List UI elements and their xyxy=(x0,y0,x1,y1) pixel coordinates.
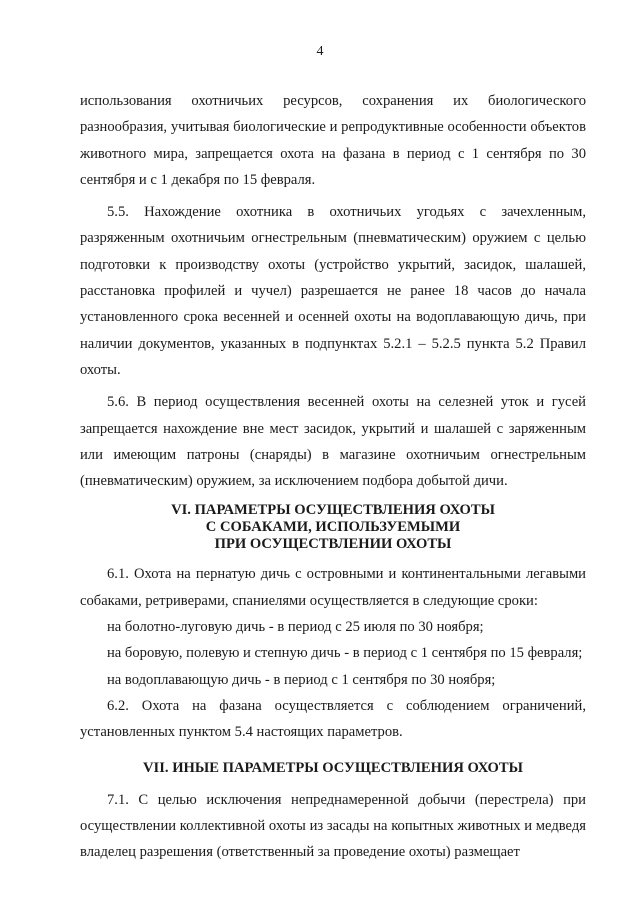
section-heading-6 xyxy=(80,502,586,553)
section-heading-7: VII. ИНЫЕ ПАРАМЕТРЫ ОСУЩЕСТВЛЕНИЯ ОХОТЫ xyxy=(143,759,523,776)
section-heading-6-line-1: VI. ПАРАМЕТРЫ ОСУЩЕСТВЛЕНИЯ ОХОТЫ xyxy=(171,502,495,519)
paragraph-continued: использования охотничьих ресурсов, сохранения их биологического разнообразия, учитывая биологические и репродуктивные особенности объектов животного мира, запрещается охота на фазана в период с 1 сентября по 30 сентября и с 1 декабря по 15 февраля. xyxy=(80,93,586,188)
paragraph-6-2: 6.2. Охота на фазана осуществляется с соблюдением ограничений, установленных пунктом 5.4 настоящих параметров. xyxy=(80,697,586,741)
list-item-upland-game: на боровую, полевую и степную дичь - в период с 1 сентября по 15 февраля; xyxy=(107,645,583,662)
page-number: 4 xyxy=(316,44,324,59)
paragraph-5-6: 5.6. В период осуществления весенней охоты на селезней уток и гусей запрещается нахождение вне мест засидок, укрытий и шалашей с заряженным или имеющим патроны (снаряды) в магазине охотничьим огнестрельным (пневматическим) оружием, за исключением подбора добытой дичи. xyxy=(80,394,586,490)
section-heading-6-line-3: ПРИ ОСУЩЕСТВЛЕНИИ ОХОТЫ xyxy=(214,536,452,553)
paragraph-6-1: 6.1. Охота на пернатую дичь с островными и континентальными легавыми собаками, ретриверами, спаниелями осуществляется в следующие сроки: xyxy=(80,566,586,609)
list-item-marsh-game: на болотно-луговую дичь - в период с 25 июля по 30 ноября; xyxy=(107,619,484,636)
document-body xyxy=(80,88,586,865)
list-item-waterfowl: на водоплавающую дичь - в период с 1 сентября по 30 ноября; xyxy=(107,671,496,688)
paragraph-7-1: 7.1. С целью исключения непреднамеренной добычи (перестрела) при осуществлении коллективной охоты из засады на копытных животных и медведя владелец разрешения (ответственный за проведение охоты) размещает xyxy=(80,791,586,861)
paragraph-5-5: 5.5. Нахождение охотника в охотничьих угодьях с зачехленным, разряженным охотничьим огнестрельным (пневматическим) оружием с целью подготовки к производству охоты (устройство укрытий, засидок, шалашей, расстановка профилей и чучел) разрешается не ранее 18 часов до начала установленного срока весенней и осенней охоты на водоплавающую дичь, при наличии документов, указанных в подпунктах 5.2.1 – 5.2.5 пункта 5.2 Правил охоты. xyxy=(80,204,586,378)
section-heading-6-line-2: С СОБАКАМИ, ИСПОЛЬЗУЕМЫМИ xyxy=(205,519,461,536)
